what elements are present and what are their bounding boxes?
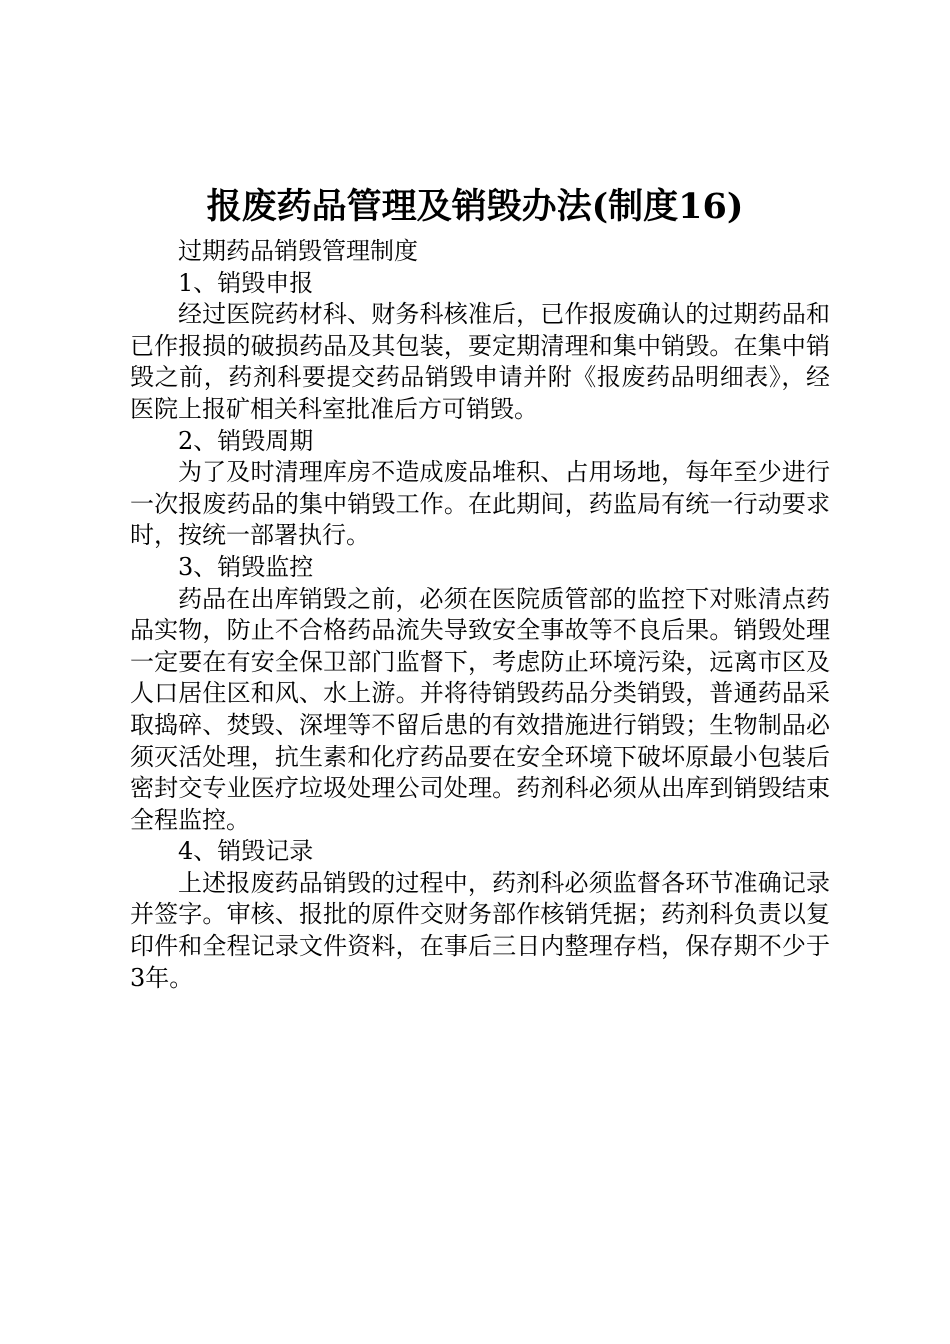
section-heading-records: 4、销毁记录 (178, 837, 314, 866)
document-body (130, 236, 830, 994)
paragraph-application: 经过医院药材科、财务科核准后，已作报废确认的过期药品和已作报损的破损药品及其包装，要定期清理和集中销毁。在集中销毁之前，药剂科要提交药品销毁申请并附《报废药品明细表》，经医院上报矿相关科室批准后方可销毁。 (130, 300, 830, 423)
paragraph-records: 上述报废药品销毁的过程中，药剂科必须监督各环节准确记录并签字。审核、报批的原件交财务部作核销凭据；药剂科负责以复印件和全程记录文件资料，在事后三日内整理存档，保存期不少于3年。 (130, 868, 830, 992)
section-heading-monitoring: 3、销毁监控 (178, 552, 314, 581)
paragraph-monitoring: 药品在出库销毁之前，必须在医院质管部的监控下对账清点药品实物，防止不合格药品流失导致安全事故等不良后果。销毁处理一定要在有安全保卫部门监督下，考虑防止环境污染，远离市区及人口居住区和风、水上游。并将待销毁药品分类销毁，普通药品采取捣碎、焚毁、深埋等不留后患的有效措施进行销毁；生物制品必须灭活处理，抗生素和化疗药品要在安全环境下破坏原最小包装后密封交专业医疗垃圾处理公司处理。药剂科必须从出库到销毁结束全程监控。 (130, 584, 830, 834)
section-heading-cycle: 2、销毁周期 (178, 426, 314, 455)
section-heading-application: 1、销毁申报 (178, 268, 314, 297)
paragraph-cycle: 为了及时清理库房不造成废品堆积、占用场地，每年至少进行一次报废药品的集中销毁工作。在此期间，药监局有统一行动要求时，按统一部署执行。 (130, 458, 830, 550)
section-heading-overview: 过期药品销毁管理制度 (178, 237, 418, 265)
document-title: 报废药品管理及销毁办法(制度16) (206, 186, 744, 227)
